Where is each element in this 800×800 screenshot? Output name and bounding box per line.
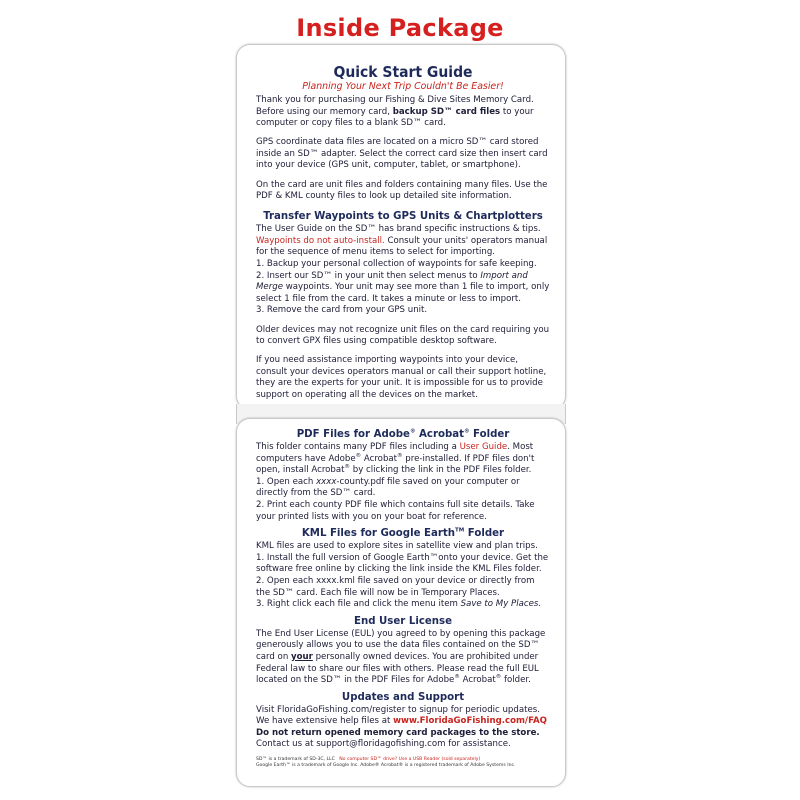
faq-link[interactable]: www.FloridaGoFishing.com/FAQ: [393, 716, 547, 727]
updates-section-title: Updates and Support: [341, 691, 465, 703]
intro-paragraph-2: GPS coordinate data files are located on a micro SD™ card stored inside an SD™ adapter. Select the correct card size then insert card into your device (GPS unit, computer, tablet, or smartphone).: [256, 137, 548, 171]
updates-paragraph: Visit FloridaGoFishing.com/register to signup for periodic updates. We have extensive help files at www.FloridaGoFishing.com/FAQ Do not return opened memory card packages to the store. Contact us at support@floridagofishing.com for assistance.: [256, 704, 547, 750]
eul-paragraph: The End User License (EUL) you agreed to by opening this package generously allows you to use the data files contained on the SD™ card on your personally owned devices. You are prohibited under Federal law to share our files with others. Please read the full EUL located on the SD™ in the PDF Files for Adobe® Acrobat® folder.: [256, 628, 546, 686]
quick-start-title: Quick Start Guide: [333, 63, 473, 81]
transfer-step-2: 2. Insert our SD™ in your unit then select menus to Import and Merge waypoints. Your unit may see more than 1 file to import, only select 1 file from the card. It takes a minute or less to import.: [256, 270, 550, 304]
intro-paragraph-1: Thank you for purchasing our Fishing & Dive Sites Memory Card. Before using our memory card, backup SD™ card files to your computer or copy files to a blank SD™ card.: [256, 95, 534, 129]
older-devices-paragraph: Older devices may not recognize unit files on the card requiring you to convert GPX files using compatible desktop software.: [256, 324, 550, 347]
transfer-section-title: Transfer Waypoints to GPS Units & Chartplotters: [263, 211, 543, 223]
transfer-step-3: 3. Remove the card from your GPS unit.: [256, 305, 428, 316]
pdf-paragraph: This folder contains many PDF files including a User Guide. Most computers have Adobe® Acrobat® pre-installed. If PDF files don't open, install Acrobat® by clicking the link in the PDF Files folder. 1. Open each xxxx-county.pdf file saved on your computer or directly from the SD™ card. 2. Print each county PDF file which contains full site details. Take your printed lists with you on your boat for reference.: [256, 442, 535, 522]
pdf-step-2: 2. Print each county PDF file which contains full site details. Take your printed lists with you on your boat for reference.: [256, 499, 535, 522]
pdf-step-1: 1. Open each xxxx-county.pdf file saved on your computer or directly from the SD™ card.: [256, 476, 520, 499]
user-guide-link: User Guide: [459, 442, 508, 452]
pdf-section-title: PDF Files for Adobe® Acrobat® Folder: [296, 428, 510, 440]
kml-step-2: 2. Open each xxxx.kml file saved on your device or directly from the SD™ card. Each file will now be in Temporary Places.: [256, 575, 535, 598]
kml-section-title: KML Files for Google Earth™ Folder: [301, 527, 505, 540]
quick-start-card-top: [236, 44, 566, 410]
assistance-paragraph: If you need assistance importing waypoints into your device, consult your devices operators manual or call their support hotline, they are the experts for your unit. It is impossible for us to provide support on operating all the devices on the market.: [256, 355, 547, 400]
trademark-footnotes: [256, 757, 556, 769]
google-adobe-trademark-note: Google Earth™ is a trademark of Google Inc. Adobe® Acrobat® is a registered trademark of Adobe Systems Inc.: [256, 763, 516, 769]
page-heading: Inside Package: [296, 14, 504, 42]
auto-install-warning: Waypoints do not auto-install.: [256, 235, 385, 246]
usb-reader-note: No computer SD™ drive? Use a USB Reader (sold separately): [339, 757, 481, 762]
folders-content: [256, 428, 550, 751]
eul-section-title: End User License: [353, 615, 453, 627]
kml-step-3: 3. Right click each file and click the menu item Save to My Places.: [256, 599, 542, 610]
quick-start-card-bottom: [236, 418, 566, 787]
sd-trademark-note: SD™ is a trademark of SD-3C, LLC: [256, 757, 335, 762]
kml-paragraph: KML files are used to explore sites in satellite view and plan trips. 1. Install the full version of Google Earth™onto your device. Get the software free online by clicking the link inside the KML Files folder. 2. Open each xxxx.kml file saved on your device or directly from the SD™ card. Each file will now be in Temporary Places. 3. Right click each file and click the menu item Save to My Places.: [256, 541, 549, 610]
transfer-paragraph: The User Guide on the SD™ has brand specific instructions & tips. Waypoints do not auto-install. Consult your units' operators manual for the sequence of menu items to select for importing. 1. Backup your personal collection of waypoints for safe keeping. 2. Insert our SD™ in your unit then select menus to Import and Merge waypoints. Your unit may see more than 1 file to import, only select 1 file from the card. It takes a minute or less to import. 3. Remove the card from your GPS unit.: [256, 224, 550, 316]
do-not-return-notice: Do not return opened memory card packages to the store.: [256, 727, 540, 738]
kml-step-1: 1. Install the full version of Google Earth™onto your device. Get the software free online by clicking the link inside the KML Files folder.: [256, 552, 549, 575]
transfer-step-1: 1. Backup your personal collection of waypoints for safe keeping.: [256, 259, 537, 270]
quick-start-content: [256, 63, 550, 402]
quick-start-subtitle: Planning Your Next Trip Couldn't Be Easier!: [302, 81, 504, 92]
intro-paragraph-3: On the card are unit files and folders containing many files. Use the PDF & KML county files to look up detailed site information.: [256, 179, 548, 202]
backup-emphasis: backup SD™ card files: [392, 106, 501, 117]
